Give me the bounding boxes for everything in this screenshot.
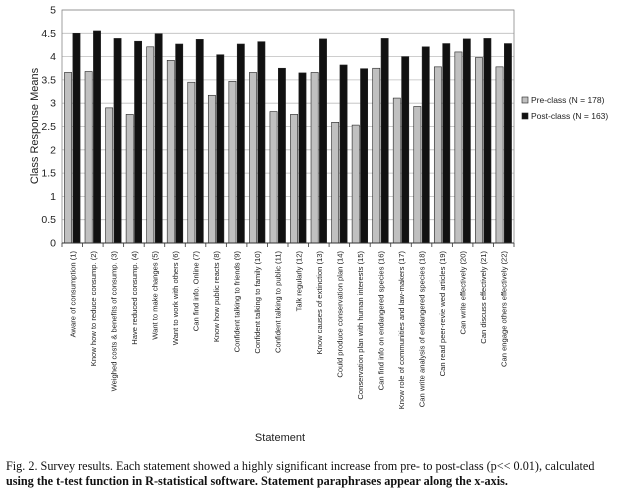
x-tick-label: Talk regularly (12): [294, 251, 304, 312]
figure-caption: [6, 459, 612, 489]
bar-post-class: [319, 39, 326, 243]
bar-post-class: [258, 42, 265, 243]
bar-post-class: [463, 39, 470, 243]
y-axis-title: Class Response Means: [29, 67, 41, 185]
y-tick-label: 3: [50, 97, 56, 110]
y-tick-label: 1: [50, 190, 56, 203]
bar-pre-class: [167, 60, 174, 243]
x-tick-label: Confident talking to friends (9): [232, 251, 242, 353]
bar-pre-class: [455, 52, 462, 243]
bar-post-class: [402, 57, 409, 243]
bar-pre-class: [229, 81, 236, 243]
x-tick-label: Can discuss effectively (21): [479, 251, 489, 344]
x-tick-label: Can find info on endangered species (16): [376, 251, 386, 391]
y-tick-label: 5: [50, 4, 56, 17]
bar-post-class: [114, 38, 121, 243]
bar-pre-class: [434, 67, 441, 243]
bar-pre-class: [126, 114, 133, 243]
y-tick-labels: [41, 5, 56, 250]
x-tick-label: Can find info. Online (7): [191, 251, 201, 332]
legend: [522, 95, 608, 121]
bar-post-class: [422, 47, 429, 243]
x-tick-label: Could produce conservation plan (14): [335, 251, 345, 378]
y-tick-label: 0.5: [41, 214, 56, 227]
x-tick-label: Have reduced consump. (4): [129, 251, 139, 345]
legend-swatch: [522, 113, 528, 119]
x-tick-label: Know how to reduce consump. (2): [88, 251, 98, 367]
x-tick-label: Can write effectively (20): [458, 251, 468, 335]
bar-pre-class: [414, 106, 421, 243]
y-tick-label: 1.5: [41, 167, 56, 180]
legend-label: Pre-class (N = 178): [531, 95, 605, 105]
bar-post-class: [176, 44, 183, 243]
bar-post-class: [155, 34, 162, 243]
x-tick-label: Know how public reacts (8): [212, 251, 222, 343]
bar-pre-class: [311, 72, 318, 243]
x-tick-label: Confident talking to public (11): [273, 251, 283, 354]
y-tick-label: 2.5: [41, 121, 56, 133]
x-tick-label: Know role of communities and law-makers (17): [397, 251, 406, 410]
x-tick-label: Aware of consumption (1): [68, 251, 78, 338]
bar-post-class: [504, 44, 511, 243]
bar-pre-class: [373, 68, 380, 243]
x-axis-title: Statement: [254, 432, 306, 444]
y-tick-label: 4.5: [41, 27, 56, 40]
x-tick-label: Can engage others effectively (22): [499, 251, 509, 367]
x-tick-label: Can write analysis of endangered species (18): [417, 251, 427, 408]
y-tick-label: 2: [50, 144, 56, 157]
bar-post-class: [93, 31, 100, 243]
bar-post-class: [278, 68, 285, 243]
bar-pre-class: [475, 58, 482, 243]
bar-post-class: [237, 44, 244, 243]
x-tick-label: Can read peer-revie wed articles (19): [438, 251, 448, 377]
bar-pre-class: [64, 72, 71, 243]
y-tick-label: 3.5: [41, 74, 56, 87]
x-tick-labels: [68, 251, 508, 410]
bar-pre-class: [290, 114, 297, 243]
caption-line-2: using the t-test function in R-statistical software. Statement paraphrases appear along the x-axis.: [6, 474, 508, 488]
legend-swatch: [522, 97, 528, 103]
x-tick-label: Want to work with others (6): [171, 251, 180, 346]
bar-post-class: [381, 38, 388, 243]
bar-post-class: [361, 69, 368, 243]
y-tick-label: 4: [50, 51, 56, 64]
bar-post-class: [340, 65, 347, 243]
y-tick-label: 0: [50, 237, 56, 250]
caption-line-1: Fig. 2. Survey results. Each statement showed a highly significant increase from pre- to post-class (p<< 0.01), calculated: [6, 459, 595, 473]
bar-post-class: [217, 55, 224, 243]
bar-pre-class: [188, 82, 195, 243]
bar-post-class: [484, 38, 491, 243]
bar-pre-class: [106, 108, 113, 243]
bar-pre-class: [496, 67, 503, 243]
x-tick-label: Conservation plan with human interests (15): [355, 251, 365, 400]
bar-post-class: [299, 73, 306, 243]
bar-post-class: [196, 39, 203, 243]
bar-pre-class: [270, 112, 277, 243]
bar-pre-class: [147, 47, 154, 243]
bar-post-class: [135, 41, 142, 243]
bar-pre-class: [352, 125, 359, 243]
bar-post-class: [73, 33, 80, 243]
bar-pre-class: [208, 95, 215, 243]
bar-pre-class: [393, 98, 400, 243]
bar-pre-class: [85, 72, 92, 243]
x-tick-label: Want to make changes (5): [150, 251, 160, 340]
bar-post-class: [443, 44, 450, 243]
bar-pre-class: [332, 122, 339, 243]
bar-pre-class: [249, 72, 256, 243]
legend-label: Post-class (N = 163): [531, 111, 609, 121]
x-tick-label: Confident talking to family (10): [253, 251, 263, 354]
x-tick-label: Weighed costs & benefits of consump. (3): [109, 251, 119, 392]
bars: [64, 31, 511, 243]
x-tick-label: Know causes of extinction (13): [314, 251, 324, 355]
